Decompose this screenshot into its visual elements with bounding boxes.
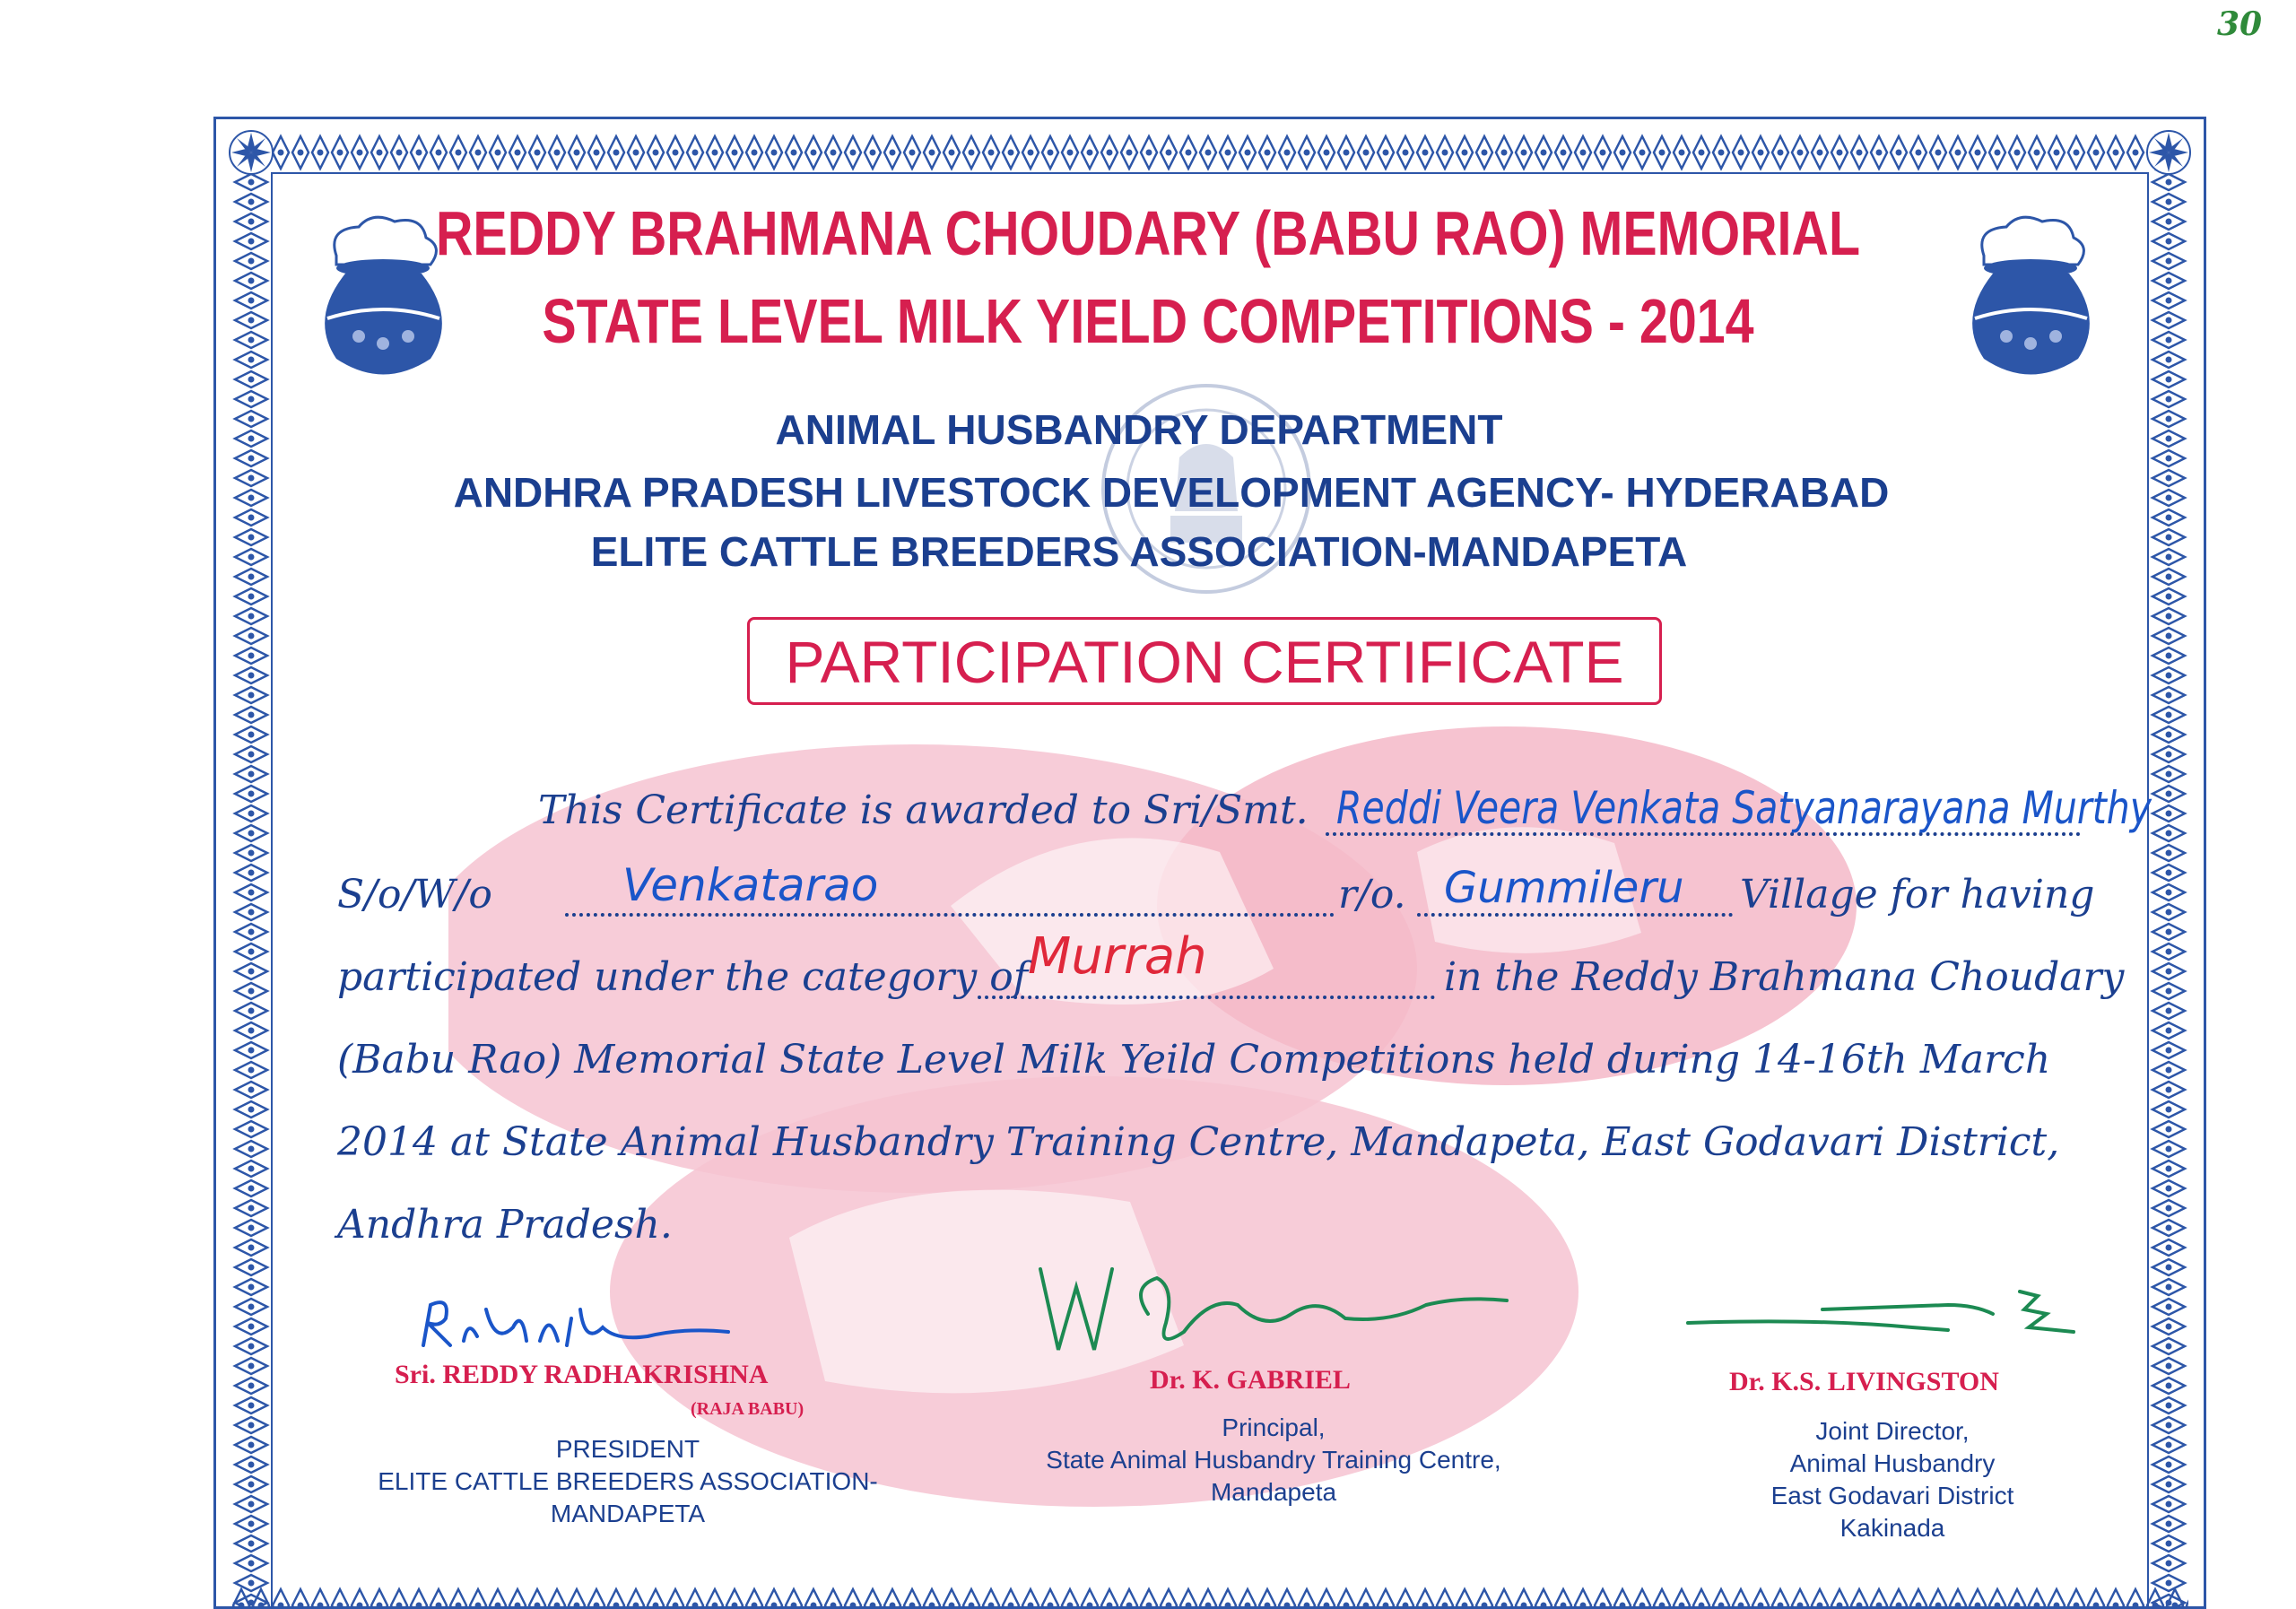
designation-line: Mandapeta: [1210, 1478, 1337, 1506]
certificate-heading-line1: REDDY BRAHMANA CHOUDARY (BABU RAO) MEMORIAL: [435, 198, 1861, 268]
flower-rosette-icon: [2145, 129, 2192, 176]
venue-line: 2014 at State Animal Husbandry Training Centre, Mandapeta, East Godavari District,: [337, 1119, 2060, 1165]
joint-director-signature: [1679, 1278, 2109, 1350]
joint-director-name: Dr. K.S. LIVINGSTON: [1729, 1367, 1999, 1396]
top-border-pattern: [231, 133, 2188, 172]
certificate-type-box: [747, 617, 1662, 705]
principal-name: Dr. K. GABRIEL: [1150, 1365, 1351, 1395]
right-border-pattern: [2149, 133, 2188, 1609]
designation-line: Principal,: [1222, 1413, 1326, 1441]
certificate-heading-line2: STATE LEVEL MILK YIELD COMPETITIONS - 2014: [542, 286, 1754, 356]
designation-line: MANDAPETA: [550, 1500, 706, 1527]
president-signature: [414, 1292, 737, 1354]
department-name: ANIMAL HUSBANDRY DEPARTMENT: [775, 406, 1503, 453]
flower-rosette-icon: [228, 129, 274, 176]
relation-label: S/o/W/o: [337, 872, 492, 918]
principal-designation: [987, 1412, 1561, 1509]
designation-line: PRESIDENT: [555, 1435, 700, 1463]
president-designation: [323, 1433, 933, 1530]
designation-line: Animal Husbandry: [1789, 1449, 1996, 1477]
designation-line: ELITE CATTLE BREEDERS ASSOCIATION-: [378, 1467, 878, 1495]
competition-name-line: (Babu Rao) Memorial State Level Milk Yeild Competitions held during 14-16th March: [337, 1037, 2051, 1083]
president-alias: (RAJA BABU): [691, 1399, 804, 1419]
village-blank-line: [1417, 913, 1733, 917]
residence-label: r/o.: [1338, 872, 1406, 918]
designation-line: Joint Director,: [1815, 1417, 1970, 1445]
father-blank-line: [565, 913, 1335, 917]
agency-name: ANDHRA PRADESH LIVESTOCK DEVELOPMENT AGENCY- HYDERABAD: [453, 469, 1890, 516]
designation-line: East Godavari District: [1770, 1482, 2014, 1509]
village-name: Gummileru: [1444, 863, 1684, 913]
category-label: participated under the category of: [337, 954, 1029, 1000]
awarded-to-label: This Certificate is awarded to Sri/Smt.: [538, 787, 1309, 833]
designation-line: Kakinada: [1839, 1514, 1945, 1542]
state-line: Andhra Pradesh.: [337, 1202, 673, 1248]
principal-signature: [1031, 1251, 1516, 1368]
association-name: ELITE CATTLE BREEDERS ASSOCIATION-MANDAPETA: [590, 528, 1688, 575]
joint-director-designation: [1686, 1415, 2099, 1544]
competition-reference: in the Reddy Brahmana Choudary: [1444, 954, 2125, 1000]
father-name: Venkatarao: [622, 859, 879, 911]
page-number: 30: [2217, 5, 2263, 43]
recipient-name: Reddi Veera Venkata Satyanarayana Murthy: [1336, 782, 2152, 834]
president-name: Sri. REDDY RADHAKRISHNA: [395, 1360, 769, 1389]
designation-line: State Animal Husbandry Training Centre,: [1046, 1446, 1501, 1474]
category-blank-line: [978, 996, 1435, 999]
certificate-type-title: PARTICIPATION CERTIFICATE: [785, 629, 1624, 695]
category-value: Murrah: [1028, 927, 1207, 986]
village-suffix: Village for having: [1740, 872, 2095, 918]
